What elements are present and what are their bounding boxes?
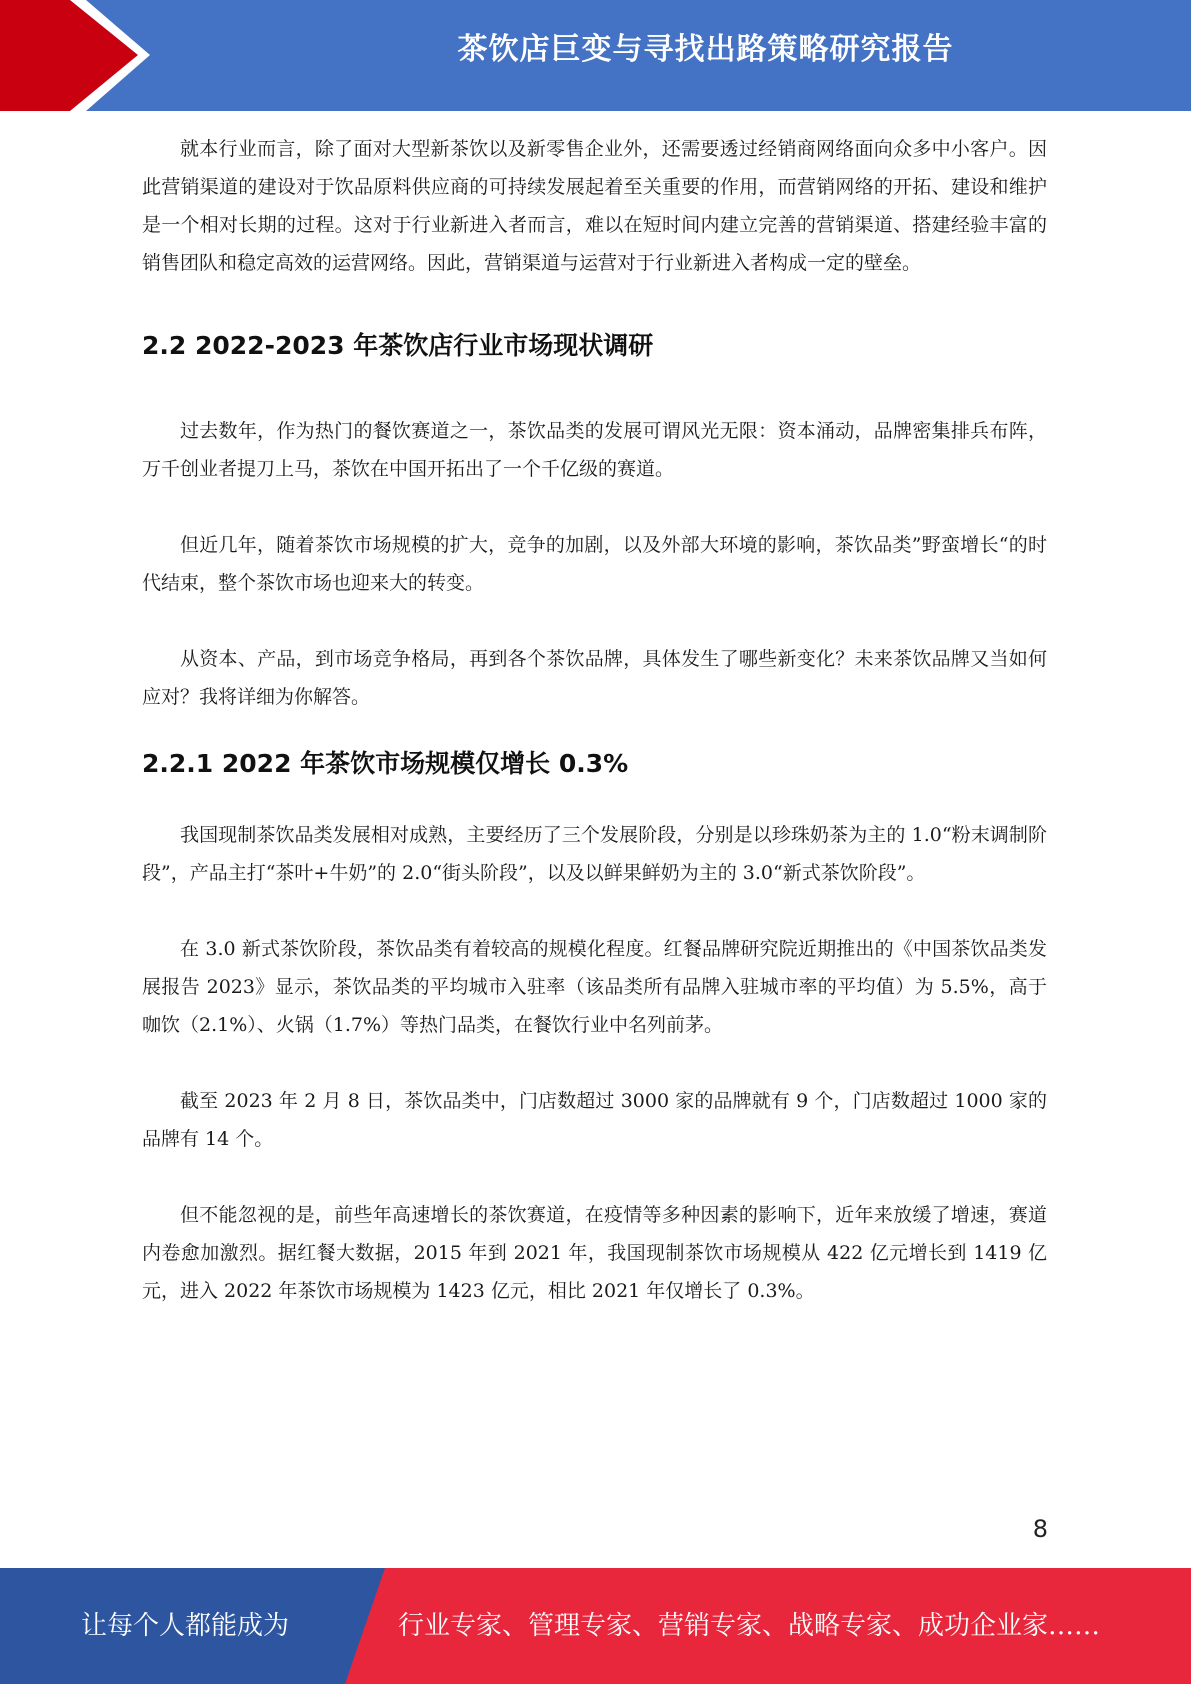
paragraph-7: 截至 2023 年 2 月 8 日，茶饮品类中，门店数超过 3000 家的品牌就有 9 个，门店数超过 1000 家的品牌有 14 个。 <box>142 1090 1047 1150</box>
page-number: 8 <box>1032 1515 1048 1543</box>
section-heading-2-2-1: 2.2.1 2022 年茶饮市场规模仅增长 0.3% <box>142 749 629 778</box>
header-chevron-decoration <box>0 0 260 111</box>
header-title: 茶饮店巨变与寻找出路策略研究报告 <box>457 32 954 67</box>
page-header <box>0 0 1191 111</box>
paragraph-3: 但近几年，随着茶饮市场规模的扩大，竞争的加剧，以及外部大环境的影响，茶饮品类”野蛮增长“的时代结束，整个茶饮市场也迎来大的转变。 <box>142 534 1047 594</box>
document-body <box>142 130 1047 1310</box>
paragraph-2: 过去数年，作为热门的餐饮赛道之一，茶饮品类的发展可谓风光无限：资本涌动，品牌密集排兵布阵，万千创业者提刀上马，茶饮在中国开拓出了一个千亿级的赛道。 <box>142 420 1047 480</box>
paragraph-1: 就本行业而言，除了面对大型新茶饮以及新零售企业外，还需要透过经销商网络面向众多中小客户。因此营销渠道的建设对于饮品原料供应商的可持续发展起着至关重要的作用，而营销网络的开拓、建设和维护是一个相对长期的过程。这对于行业新进入者而言，难以在短时间内建立完善的营销渠道、搭建经验丰富的销售团队和稳定高效的运营网络。因此，营销渠道与运营对于行业新进入者构成一定的壁垒。 <box>142 138 1047 274</box>
footer-slogan-right: 行业专家、管理专家、营销专家、战略专家、成功企业家…… <box>398 1611 1101 1641</box>
footer-slogan-left: 让每个人都能成为 <box>80 1611 289 1641</box>
paragraph-6: 在 3.0 新式茶饮阶段，茶饮品类有着较高的规模化程度。红餐品牌研究院近期推出的《中国茶饮品类发展报告 2023》显示，茶饮品类的平均城市入驻率（该品类所有品牌入驻城市率的平均值）为 5.5%，高于咖饮（2.1%）、火锅（1.7%）等热门品类，在餐饮行业中名列前茅。 <box>142 938 1047 1036</box>
paragraph-8: 但不能忽视的是，前些年高速增长的茶饮赛道，在疫情等多种因素的影响下，近年来放缓了增速，赛道内卷愈加激烈。据红餐大数据，2015 年到 2021 年，我国现制茶饮市场规模从 422 亿元增长到 1419 亿元，进入 2022 年茶饮市场规模为 1423 亿元，相比 2021 年仅增长了 0.3%。 <box>142 1204 1047 1302</box>
paragraph-5: 我国现制茶饮品类发展相对成熟，主要经历了三个发展阶段，分别是以珍珠奶茶为主的 1.0“粉末调制阶段”，产品主打“茶叶+牛奶”的 2.0“街头阶段”，以及以鲜果鲜奶为主的 3.0“新式茶饮阶段”。 <box>142 824 1047 884</box>
page-footer <box>0 1568 1191 1684</box>
section-heading-2-2: 2.2 2022-2023 年茶饮店行业市场现状调研 <box>142 331 654 360</box>
paragraph-4: 从资本、产品，到市场竞争格局，再到各个茶饮品牌，具体发生了哪些新变化？未来茶饮品牌又当如何应对？我将详细为你解答。 <box>142 648 1047 708</box>
